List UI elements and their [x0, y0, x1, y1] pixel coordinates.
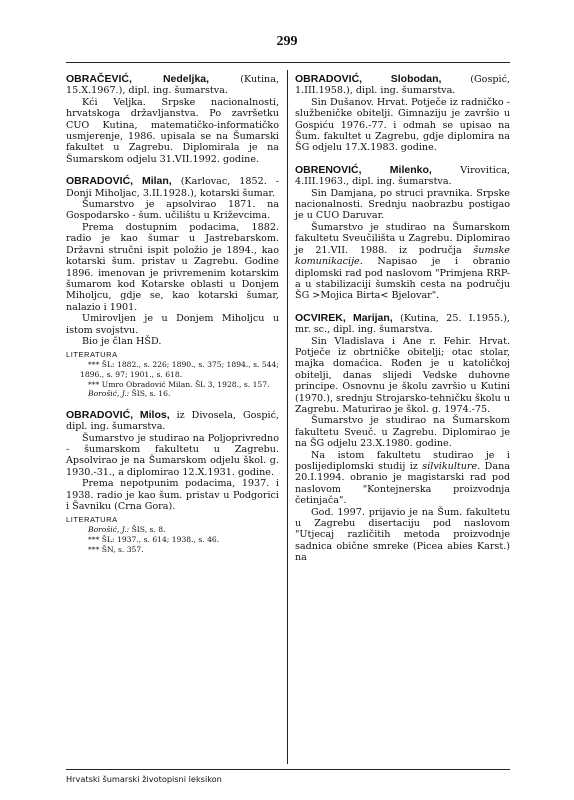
entry-paragraph: Šumarstvo je studirao na Šumarskom fakultetu Sveuč. u Zagrebu. Diplomirao je na ŠG odjelu 23.X.1980. godine.: [295, 415, 510, 450]
right-column: [295, 74, 510, 575]
entry-name: OBRADOVIĆ, Milan,: [66, 175, 172, 188]
entry-name: OBRENOVIĆ, Milenko,: [295, 163, 432, 176]
text-run: . Dana 20.I.1994. obranio je magistarski rad pod naslovom "Kontejnerska proizvodnja četinjača".: [295, 461, 510, 507]
literature-source: ŠIS, s. 8.: [129, 525, 166, 535]
literature-heading: LITERATURA: [66, 350, 118, 360]
entry-paragraph: Šumarstvo je apsolvirao 1871. na Gospodarsko - šum. učilištu u Križevcima.: [66, 199, 279, 222]
entry-heading-rest: (Gospić, 1.III.1958.), dipl. ing. šumarstva.: [295, 74, 510, 97]
entry-paragraph: [295, 450, 510, 507]
entry-heading: [295, 313, 510, 336]
entry-obradovic-milan: [66, 176, 279, 398]
entry-obradovic-slobodan: [295, 74, 510, 154]
literature-item: *** ŠN, s. 357.: [88, 544, 144, 554]
entry-heading: [66, 176, 279, 199]
entry-heading: [66, 74, 279, 97]
entry-paragraph: Sin Dušanov. Hrvat. Potječe iz radničko - službeničke obitelji. Gimnaziju je završio u Gospiću 1976.-77. i odmah se upisao na Šum. fakultet u Zagrebu, gdje diplomira na ŠG odjelu 17.X.1983. godine.: [295, 96, 510, 154]
literature-item: *** ŠL: 1937., s. 614; 1938., s. 46.: [88, 534, 220, 544]
entry-heading-rest: iz Divosela, Gospić, dipl. ing. šumarstva.: [66, 409, 279, 433]
literature-section: [66, 350, 279, 398]
entry-name: OBRADOVIĆ, Slobodan,: [295, 73, 442, 85]
left-column: [66, 74, 279, 565]
header-rule: [66, 62, 510, 63]
text-run: Na istom fakultetu studirao je i poslijediplomski studij iz: [295, 449, 510, 472]
literature-author: Borošić, J.:: [88, 525, 130, 535]
footer-rule: [66, 769, 510, 770]
literature-item: *** ŠL: 1882., s. 226; 1890., s. 375; 1894., s. 544; 1896., s. 97; 1901., s. 618.: [80, 360, 279, 379]
literature-section: [66, 515, 279, 554]
entry-heading-rest: (Kutina, 15.X.1967.), dipl. ing. šumarstva.: [66, 74, 279, 97]
entry-paragraph: Sin Vladislava i Ane r. Fehir. Hrvat. Potječe iz obrtničke obitelji; otac stolar, majka domaćica. Rođen je u katoličkoj obitelji, danas slijedi Vedske duhovne principe. Osnovnu je školu završio u Kutini (1970.), srednju Strojarsko-tehničku školu u Zagrebu. Maturirao je škol. g. 1974.-75.: [295, 335, 510, 415]
literature-source: ŠIS, s. 16.: [129, 389, 171, 399]
entry-heading: [66, 410, 279, 433]
entry-paragraph: Kći Veljka. Srpske nacionalnosti, hrvatskoga državljanstva. Po završetku CUO Kutina, matematičko-informatičko usmjerenje, 1986. upisala se na Šumarski fakultet u Zagrebu. Diplomirala je na Šumarskom odjelu 31.VII.1992. godine.: [66, 96, 279, 165]
entry-paragraph: Umirovljen je u Donjem Miholjcu u istom svojstvu.: [66, 313, 279, 336]
page-number: 299: [276, 34, 298, 49]
emphasis-text: silvikulture: [422, 461, 478, 472]
entry-name: OCVIREK, Marijan,: [295, 311, 393, 324]
text-run: . Napisao je i obranio diplomski rad pod naslovom "Primjena RRP-a u stabilizaciji šumskih cesta na području ŠG >Mojica Birta< Bjelovar".: [295, 256, 510, 302]
literature-item: [66, 389, 279, 399]
literature-heading: LITERATURA: [66, 515, 118, 525]
footer-text: Hrvatski šumarski životopisni leksikon: [66, 774, 222, 784]
text-run: Šumarstvo je studirao na Šumarskom fakultetu Sveučilišta u Zagrebu. Diplomirao je 21.VII. 1988. iz područja: [295, 221, 510, 256]
entry-paragraph: Bio je član HŠD.: [82, 335, 162, 347]
literature-item: [66, 525, 279, 535]
entry-paragraph: Prema nepotpunim podacima, 1937. i 1938. radio je kao šum. pristav u Podgorici i Šavniku (Crna Gora).: [66, 478, 279, 512]
entry-obracevic-nedeljka: [66, 74, 279, 165]
entry-name: OBRADOVIĆ, Milos,: [66, 408, 170, 421]
entry-heading-rest: (Kutina, 25. I.1955.), mr. sc., dipl. ing. šumarstva.: [295, 312, 510, 336]
entry-paragraph: [295, 222, 510, 302]
entry-heading: [295, 165, 510, 188]
entry-ocvirek-marijan: [295, 313, 510, 564]
entry-obradovic-milos: [66, 410, 279, 554]
entry-obrenovic-milenko: [295, 165, 510, 302]
literature-item: *** Umro Obradović Milan. ŠL 3, 1928., s. 157.: [88, 379, 270, 389]
entry-heading-rest: Virovitica, 4.III.1963., dipl. ing. šumarstva.: [295, 164, 510, 188]
entry-paragraph: Sin Damjana, po struci pravnika. Srpske nacionalnosti. Srednju naobrazbu postigao je u CUO Daruvar.: [295, 187, 510, 222]
emphasis-text: šumske komunikacije: [295, 244, 510, 268]
entry-heading-rest: (Karlovac, 1852. - Donji Miholjac, 3.II.1928.), kotarski šumar.: [66, 176, 279, 199]
literature-author: Borošić, J.:: [88, 389, 130, 399]
entry-paragraph: Prema dostupnim podacima, 1882. radio je kao šumar u Jastrebarskom. Državni stručni ispit položio je 1894., kao kotarski šum. pristav u Zagrebu. Godine 1896. imenovan je privremenim kotarskim šumarom kod Kotarske oblasti u Donjem Miholjcu, gdje se, kao kotarski šumar, nalazio i 1901.: [66, 221, 279, 313]
column-divider: [287, 70, 288, 764]
entry-paragraph: Šumarstvo je studirao na Poljoprivredno - šumarskom fakultetu u Zagrebu. Apsolvirao je na Šumarskom odjelu škol. g. 1930.-31., a diplomirao 12.X.1931. godine.: [66, 432, 279, 478]
entry-paragraph: God. 1997. prijavio je na Šum. fakultetu u Zagrebu disertaciju pod naslovom "Utjecaj različitih metoda proizvodnje sadnica obične smreke (Picea abies Karst.) na: [295, 506, 510, 564]
entry-name: OBRAČEVIĆ, Nedeljka,: [66, 73, 210, 85]
entry-heading: [295, 74, 510, 97]
